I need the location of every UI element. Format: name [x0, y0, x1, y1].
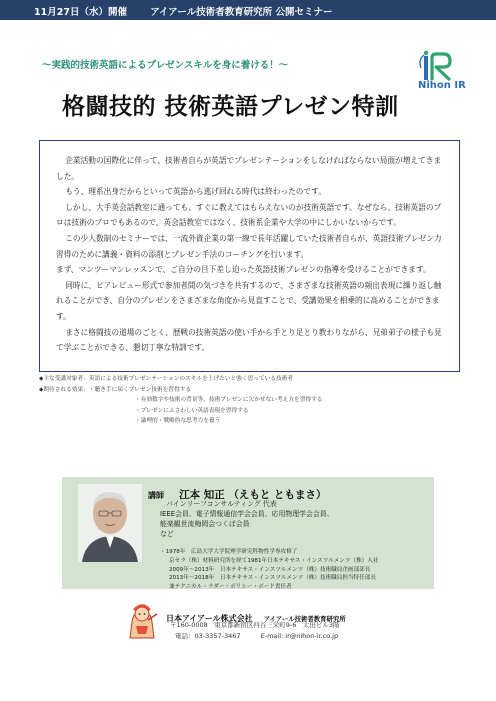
- intro-box: [39, 140, 460, 372]
- seminar-details: [39, 374, 460, 427]
- career-line: 京セラ（株）材料研究所を経て1981年日本テキサス・インスツルメンツ（株）入社: [169, 557, 379, 564]
- target-text: 英語による技術プレゼンテーションのスキルを上げたいと強く思っている技術者: [88, 376, 294, 382]
- effects-row: [39, 385, 460, 396]
- effect-item: ・論理的・戦略的な思考力を養う: [135, 418, 221, 424]
- effect-item: ・プレゼンにふさわしい英語表現を習得する: [135, 407, 249, 414]
- effect-item: ・有効数字や技術の背景等、技術プレゼンに欠かせない考え方を習得する: [135, 397, 323, 403]
- phone-number: 電話：03-3357-3467: [175, 632, 241, 640]
- affiliation-line: バインリーフコンサルティング 代表: [166, 500, 277, 508]
- career-line: 兼テクニカル・ラダー・ポリシー・ボード責任者: [169, 584, 292, 591]
- banner-text: [34, 4, 352, 18]
- intro-paragraph: しかし、大手英会話教室に通っても、すぐに教えてはもらえないのが技術英語です。なぜなら、技術英語のプロは技術のプロでもあるので、英会話教室ではなく、技術系企業や大学の中にしかいないからです。: [56, 202, 442, 228]
- affiliation-line: など: [160, 530, 174, 538]
- career-line: 2009年〜2013年 日本テキサス・インスツルメンツ（株）技術職局企画部部長: [169, 566, 371, 573]
- effects-label: ◆期待される効果：: [39, 386, 89, 393]
- career-line: 2013年〜2018年 日本テキサス・インスツルメンツ（株）技術職局担当特任部長: [169, 575, 376, 582]
- event-date: 11月27日（水）開催: [34, 7, 127, 18]
- email-address: E-mail: ir@nihon-ir.co.jp: [260, 632, 339, 640]
- company-mascot-icon: [124, 602, 160, 640]
- intro-paragraph: 同時に、ピアレビュー形式で参加者間の気づきを共有するので、さまざまな技術英語の頻出表現に繰り返し触れることができ、自分のプレゼンをさまざまな角度から見直すことで、受講効果を相乗的に高めることができます。: [56, 280, 442, 321]
- affiliation-line: 能楽観世流梅岡会つくば会員: [160, 520, 250, 528]
- intro-paragraph: もう、理系出身だからといって英語から逃げ回れる時代は終わったのです。: [65, 187, 326, 197]
- lecturer-name: 江本 知正 （えもと ともまさ）: [179, 489, 327, 501]
- page-title: 格闘技的 技術英語プレゼン特訓: [62, 94, 399, 120]
- intro-paragraph: この少人数制のセミナーでは、一流外資企業の第一線で長年活躍していた技術者自らが、英語技術プレゼン力習得のために講義・資料の添削とプレゼン手法のコーチングを行います。: [56, 233, 442, 259]
- lecturer-role: 講師: [148, 491, 164, 500]
- logo-text: Nihon IR: [418, 80, 466, 91]
- subtitle: 〜実践的技術英語によるプレゼンスキルを身に着ける！〜: [42, 60, 289, 71]
- lecturer-photo: [78, 484, 142, 562]
- company-contact: [175, 631, 338, 640]
- company-name: 日本アイアール株式会社: [166, 614, 253, 623]
- intro-paragraph: 企業活動の国際化に伴って、技術者自らが英語でプレゼンテーションをしなければならない局面が増えてきました。: [56, 156, 442, 181]
- lecturer-affiliations: [160, 499, 334, 539]
- intro-paragraph: まさに格闘技の道場のごとく、歴戦の技術英語の使い手から手とり足とり教わりながら、兄弟弟子の様子も見て学ぶことができる、懇切丁寧な特訓です。: [56, 327, 442, 353]
- event-organizer: アイアール技術者教育研究所 公開セミナー: [150, 7, 333, 18]
- company-address: 〒160-0008 東京都新宿区四谷三栄町9-6 太田ビル3階: [170, 621, 340, 629]
- effect-item: ・聴き手に届くプレゼン技術を習得する: [88, 386, 192, 393]
- institute-name: アイアール技術者教育研究所: [263, 615, 346, 623]
- target-row: [39, 374, 460, 385]
- intro-paragraph: まず、マンツーマンレッスンで、ご自分の目下差し迫った英語技術プレゼンの指導を受けることができます。: [56, 265, 431, 275]
- lecturer-career: [160, 548, 378, 592]
- target-label: ◆主な受講対象者：: [39, 376, 89, 382]
- career-line: ・1978年 広島大学大学院理学研究科物性学専攻修了: [160, 549, 298, 555]
- affiliation-line: IEEE会員、電子情報通信学会会員、応用物理学会会員、: [160, 510, 334, 518]
- top-banner: [0, 0, 496, 20]
